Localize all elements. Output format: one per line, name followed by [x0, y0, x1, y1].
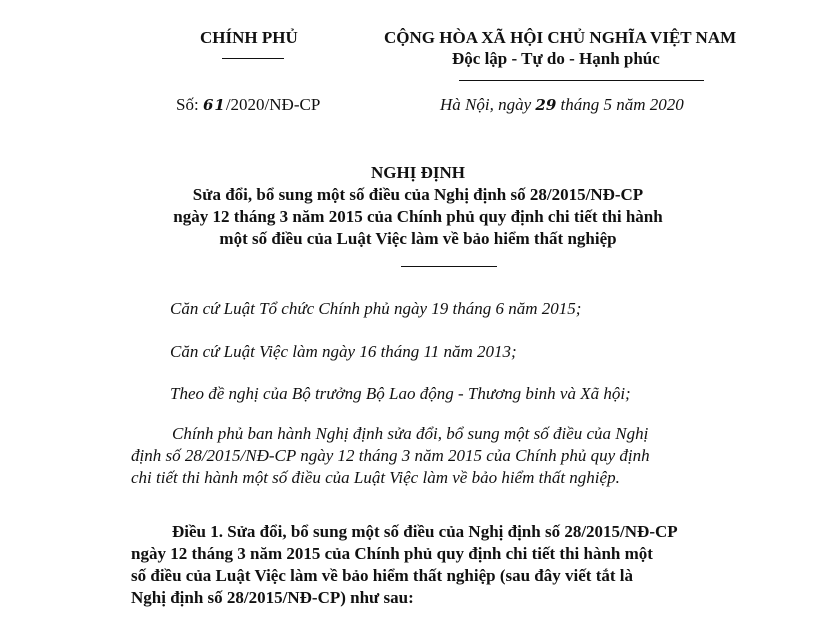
issuing-agency: CHÍNH PHỦ — [200, 28, 298, 47]
issue-date-suffix: tháng 5 năm 2020 — [560, 95, 684, 114]
article-1-line: số điều của Luật Việc làm về bảo hiểm thất nghiệp (sau đây viết tắt là — [131, 566, 633, 585]
national-motto: Độc lập - Tự do - Hạnh phúc — [452, 49, 660, 68]
document-number-suffix: /2020/NĐ-CP — [225, 95, 321, 114]
document-number — [176, 95, 320, 115]
document-title-line: Sửa đổi, bổ sung một số điều của Nghị định số 28/2015/NĐ-CP — [192, 185, 644, 204]
article-1-line: ngày 12 tháng 3 năm 2015 của Chính phủ quy định chi tiết thi hành một — [131, 544, 653, 563]
legal-basis-line: Căn cứ Luật Việc làm ngày 16 tháng 11 năm 2013; — [170, 342, 517, 361]
document-title-line: một số điều của Luật Việc làm về bảo hiểm thất nghiệp — [219, 229, 617, 248]
issue-date-day-handwritten: 29 — [535, 96, 557, 114]
document-type: NGHỊ ĐỊNH — [371, 163, 465, 182]
promulgation-line: Chính phủ ban hành Nghị định sửa đổi, bổ sung một số điều của Nghị — [172, 424, 649, 443]
promulgation-line: chi tiết thi hành một số điều của Luật Việc làm về bảo hiểm thất nghiệp. — [131, 468, 620, 487]
article-1-line: Điều 1. Sửa đổi, bổ sung một số điều của Nghị định số 28/2015/NĐ-CP — [172, 522, 678, 541]
article-1-line: Nghị định số 28/2015/NĐ-CP) như sau: — [131, 588, 414, 607]
promulgation-paragraph — [131, 423, 764, 489]
document-title-line: ngày 12 tháng 3 năm 2015 của Chính phủ quy định chi tiết thi hành — [173, 207, 663, 226]
national-title: CỘNG HÒA XÃ HỘI CHỦ NGHĨA VIỆT NAM — [384, 28, 737, 47]
legal-basis-line: Theo đề nghị của Bộ trưởng Bộ Lao động - Thương binh và Xã hội; — [170, 384, 631, 403]
issue-date — [440, 95, 684, 115]
issue-date-prefix: Hà Nội, ngày — [440, 95, 532, 114]
document-number-label: Số: — [176, 95, 199, 114]
agency-underline — [222, 58, 284, 59]
motto-underline — [459, 80, 704, 81]
document-title-block — [0, 162, 836, 250]
document-number-handwritten: 61 — [202, 96, 226, 114]
article-1-heading — [131, 521, 767, 609]
legal-basis-line: Căn cứ Luật Tổ chức Chính phủ ngày 19 tháng 6 năm 2015; — [170, 299, 582, 318]
title-underline — [401, 266, 497, 267]
promulgation-line: định số 28/2015/NĐ-CP ngày 12 tháng 3 năm 2015 của Chính phủ quy định — [131, 446, 650, 465]
